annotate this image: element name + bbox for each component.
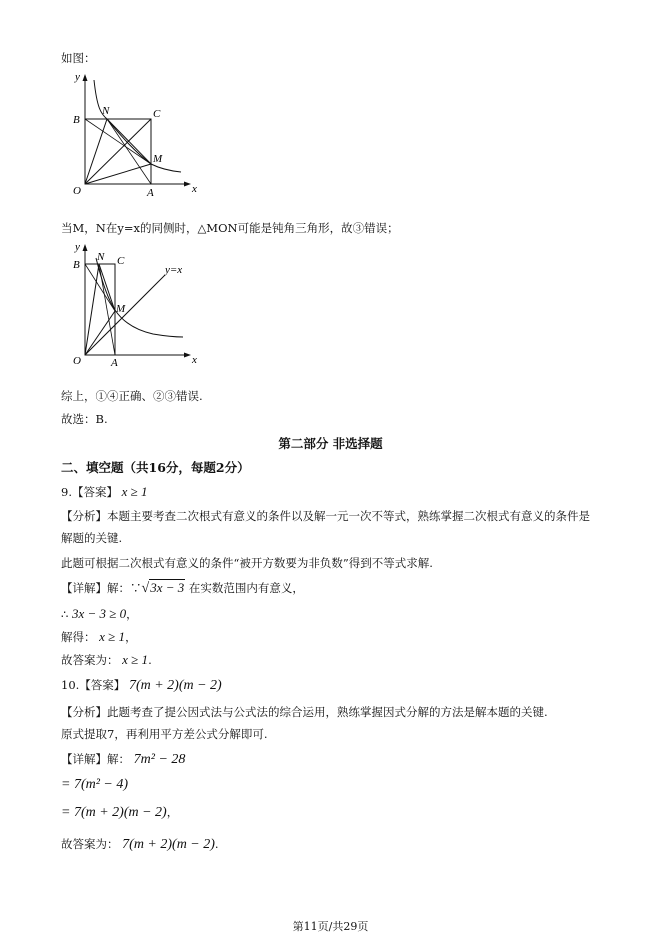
- q9-detail-tail: 在实数范围内有意义，: [188, 581, 304, 595]
- q9-detail-tag: 【详解】解：: [61, 581, 130, 595]
- fig1-label-O: O: [73, 185, 81, 197]
- q9-solve-value: x ≥ 1: [99, 629, 126, 644]
- fig2-label-B: B: [73, 259, 80, 271]
- same-side-text: 当M，N在y=x的同侧时，△MON可能是钝角三角形，故③错误；: [61, 221, 399, 235]
- fig1-label-y: y: [75, 71, 80, 83]
- q10-detail-line-1: [61, 751, 185, 768]
- fig2-label-M: M: [116, 303, 126, 315]
- q10-answer-line: [61, 677, 222, 694]
- q10-answer: 7(m + 2)(m − 2): [128, 678, 222, 693]
- q9-final-value: x ≥ 1: [122, 652, 149, 667]
- fig1-label-N: N: [102, 105, 110, 117]
- q9-answer: x ≥ 1: [121, 484, 148, 499]
- q9-solve-comma: ，: [125, 630, 137, 644]
- fig1-label-M: M: [153, 153, 163, 165]
- figure-1: [61, 68, 201, 200]
- fig1-label-A: A: [147, 187, 154, 199]
- q9-detail-line-1: 【详解】解：∵√3x − 3 在实数范围内有意义，: [61, 580, 304, 596]
- q9-analysis-tag: 【分析】: [61, 509, 107, 523]
- q9-detail-line-2: [61, 606, 138, 622]
- q10-step-2-line: [61, 804, 178, 821]
- q9-analysis-line-2: 解题的关键.: [61, 531, 123, 545]
- fig1-label-C: C: [153, 108, 161, 120]
- q10-step-1-line: [61, 776, 128, 793]
- q9-inequality: 3x − 3 ≥ 0: [71, 606, 127, 621]
- choice-text: 故选：B.: [61, 412, 108, 426]
- fig2-label-A: A: [111, 357, 118, 369]
- intro-text: 如图：: [61, 51, 96, 65]
- q9-analysis-line-3: 此题可根据二次根式有意义的条件“被开方数要为非负数”得到不等式求解.: [61, 556, 433, 570]
- q9-because: ∵: [130, 581, 142, 595]
- q9-answer-tag: 【答案】: [71, 485, 118, 499]
- fig2-line-label: y=x: [165, 264, 183, 276]
- fig1-label-x: x: [192, 183, 197, 195]
- q10-analysis-line-1: [61, 704, 548, 720]
- figure-2: [61, 238, 201, 370]
- q10-final-period: .: [214, 837, 219, 851]
- q9-solve-line: [61, 629, 137, 645]
- q9-number: 9.: [61, 485, 72, 499]
- q9-comma: ，: [126, 607, 138, 621]
- fig2-label-x: x: [192, 354, 197, 366]
- fig1-label-B: B: [73, 114, 80, 126]
- summary-text: 综上，①④正确、②③错误.: [61, 389, 203, 403]
- q9-analysis-text-1: 本题主要考查二次根式有意义的条件以及解一元一次不等式，熟练掌握二次根式有意义的条件是: [107, 509, 590, 523]
- q10-final-label: 故答案为：: [61, 837, 119, 851]
- section-title: 二、填空题（共16分，每题2分）: [61, 460, 250, 475]
- q9-answer-line: [61, 484, 148, 500]
- q10-number: 10.: [61, 678, 80, 692]
- q9-radicand: 3x − 3: [150, 580, 185, 595]
- q9-analysis-line-1: [61, 508, 590, 524]
- q9-solve-label: 解得：: [61, 630, 96, 644]
- q10-step-1: = 7(m² − 4): [61, 777, 129, 792]
- q10-step-2: = 7(m + 2)(m − 2): [61, 805, 167, 820]
- q10-analysis-text-1: 此题考查了提公因式法与公式法的综合运用，熟练掌握因式分解的方法是解本题的关键.: [107, 705, 548, 719]
- q9-final-line: [61, 652, 152, 668]
- fig2-label-C: C: [117, 255, 125, 267]
- q9-therefore: ∴: [61, 607, 69, 621]
- q10-step-0: 7m² − 28: [133, 752, 186, 767]
- fig2-label-y: y: [75, 241, 80, 253]
- fig2-label-O: O: [73, 355, 81, 367]
- q9-final-period: .: [148, 653, 152, 667]
- q10-final-value: 7(m + 2)(m − 2): [122, 837, 215, 852]
- page-footer: 第11页/共29页: [292, 920, 369, 933]
- q10-final-line: [61, 836, 219, 853]
- q10-answer-tag: 【答案】: [79, 678, 126, 692]
- q10-detail-tag: 【详解】解：: [61, 752, 130, 766]
- q10-step-2-tail: ，: [166, 805, 179, 819]
- part-title: 第二部分 非选择题: [278, 436, 383, 451]
- q9-final-label: 故答案为：: [61, 653, 119, 667]
- fig2-label-N: N: [97, 251, 105, 263]
- q10-analysis-line-2: 原式提取7，再利用平方差公式分解即可.: [61, 727, 268, 741]
- q10-analysis-tag: 【分析】: [61, 705, 107, 719]
